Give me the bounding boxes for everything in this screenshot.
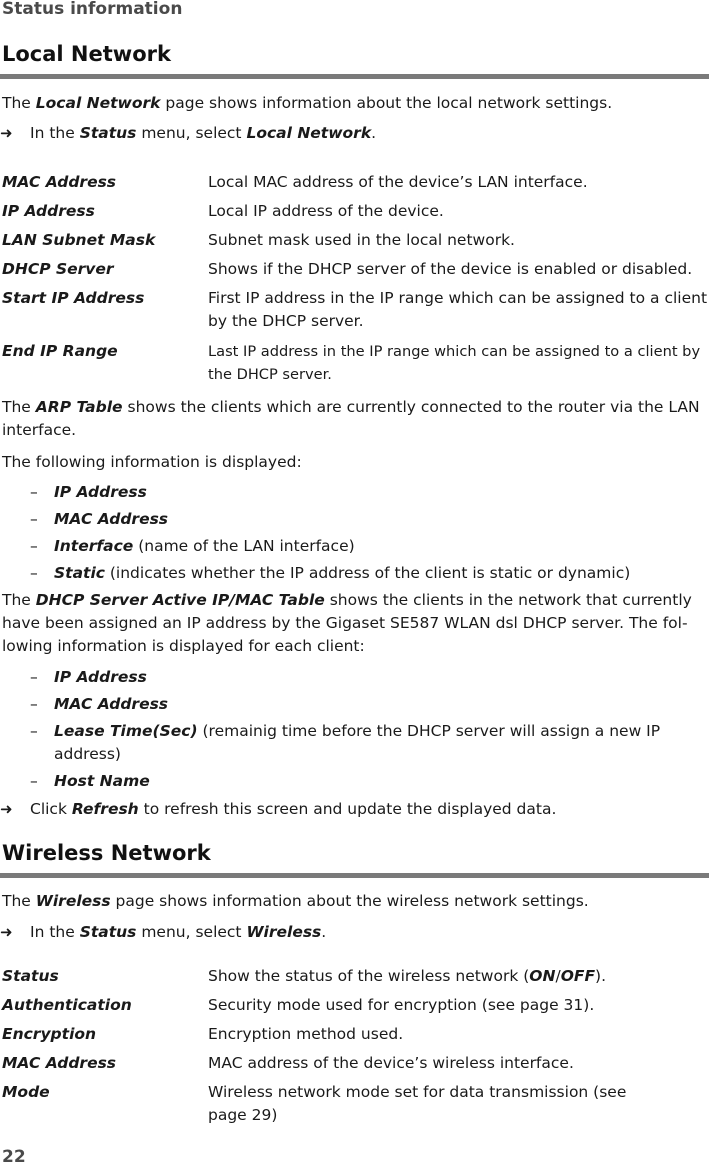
refresh-step: Click Refresh to refresh this screen and update the displayed data.	[30, 800, 557, 818]
bullet-dash: –	[30, 537, 38, 555]
def-term: DHCP Server	[2, 260, 114, 278]
list-item: Host Name	[54, 772, 150, 790]
bullet-dash: –	[30, 722, 38, 740]
section-rule	[0, 74, 709, 79]
def-term: Encryption	[2, 1025, 97, 1043]
local-step: In the Status menu, select Local Network.	[30, 124, 377, 142]
def-term: IP Address	[2, 202, 95, 220]
wireless-intro: The Wireless page shows information about the wireless network settings.	[2, 892, 589, 910]
section-title-wireless-network: Wireless Network	[2, 841, 211, 865]
bullet-dash: –	[30, 510, 38, 528]
def-term: Mode	[2, 1083, 50, 1101]
following-info: The following information is displayed:	[2, 453, 302, 471]
bullet-dash: –	[30, 564, 38, 582]
def-term: LAN Subnet Mask	[2, 231, 156, 249]
list-item: Lease Time(Sec) (remainig time before the DHCP server will assign a new IP address)	[54, 722, 661, 763]
def-term: MAC Address	[2, 173, 117, 191]
local-intro: The Local Network page shows information about the local network settings.	[2, 94, 613, 112]
def-desc: Subnet mask used in the local network.	[208, 231, 515, 249]
running-header: Status information	[2, 0, 183, 19]
def-desc: First IP address in the IP range which can be assigned to a client by the DHCP server.	[208, 289, 708, 330]
def-term: Start IP Address	[2, 289, 145, 307]
def-desc: Last IP address in the IP range which can be assigned to a client by the DHCP server.	[208, 343, 701, 383]
def-term: End IP Range	[2, 342, 118, 360]
list-item: MAC Address	[54, 510, 169, 528]
arrow-icon: ➜	[0, 923, 13, 941]
list-item: Interface (name of the LAN interface)	[54, 537, 355, 555]
list-item: MAC Address	[54, 695, 169, 713]
bullet-dash: –	[30, 695, 38, 713]
def-desc: Show the status of the wireless network (ON/OFF).	[208, 967, 607, 985]
def-term: Authentication	[2, 996, 132, 1014]
def-desc: Wireless network mode set for data transmission (see page 29)	[208, 1083, 627, 1124]
def-desc: Local IP address of the device.	[208, 202, 444, 220]
arrow-icon: ➜	[0, 124, 13, 142]
def-desc: Shows if the DHCP server of the device is enabled or disabled.	[208, 260, 693, 278]
arp-paragraph: The ARP Table shows the clients which are currently connected to the router via the LAN interface.	[2, 398, 700, 439]
def-desc: MAC address of the device’s wireless interface.	[208, 1054, 574, 1072]
section-rule	[0, 873, 709, 878]
bullet-dash: –	[30, 772, 38, 790]
bullet-dash: –	[30, 668, 38, 686]
def-term: Status	[2, 967, 59, 985]
def-desc: Encryption method used.	[208, 1025, 404, 1043]
def-desc: Local MAC address of the device’s LAN interface.	[208, 173, 588, 191]
def-term: MAC Address	[2, 1054, 117, 1072]
def-desc: Security mode used for encryption (see page 31).	[208, 996, 595, 1014]
dhcp-paragraph: The DHCP Server Active IP/MAC Table shows the clients in the network that currently have been assigned an IP address by the Gigaset SE587 WLAN dsl DHCP server. The fol-lowing information is displayed for each client:	[2, 591, 692, 655]
page-number: 22	[2, 1147, 26, 1167]
list-item: Static (indicates whether the IP address of the client is static or dynamic)	[54, 564, 631, 582]
wireless-step: In the Status menu, select Wireless.	[30, 923, 327, 941]
arrow-icon: ➜	[0, 800, 13, 818]
section-title-local-network: Local Network	[2, 42, 171, 66]
list-item: IP Address	[54, 483, 147, 501]
list-item: IP Address	[54, 668, 147, 686]
bullet-dash: –	[30, 483, 38, 501]
